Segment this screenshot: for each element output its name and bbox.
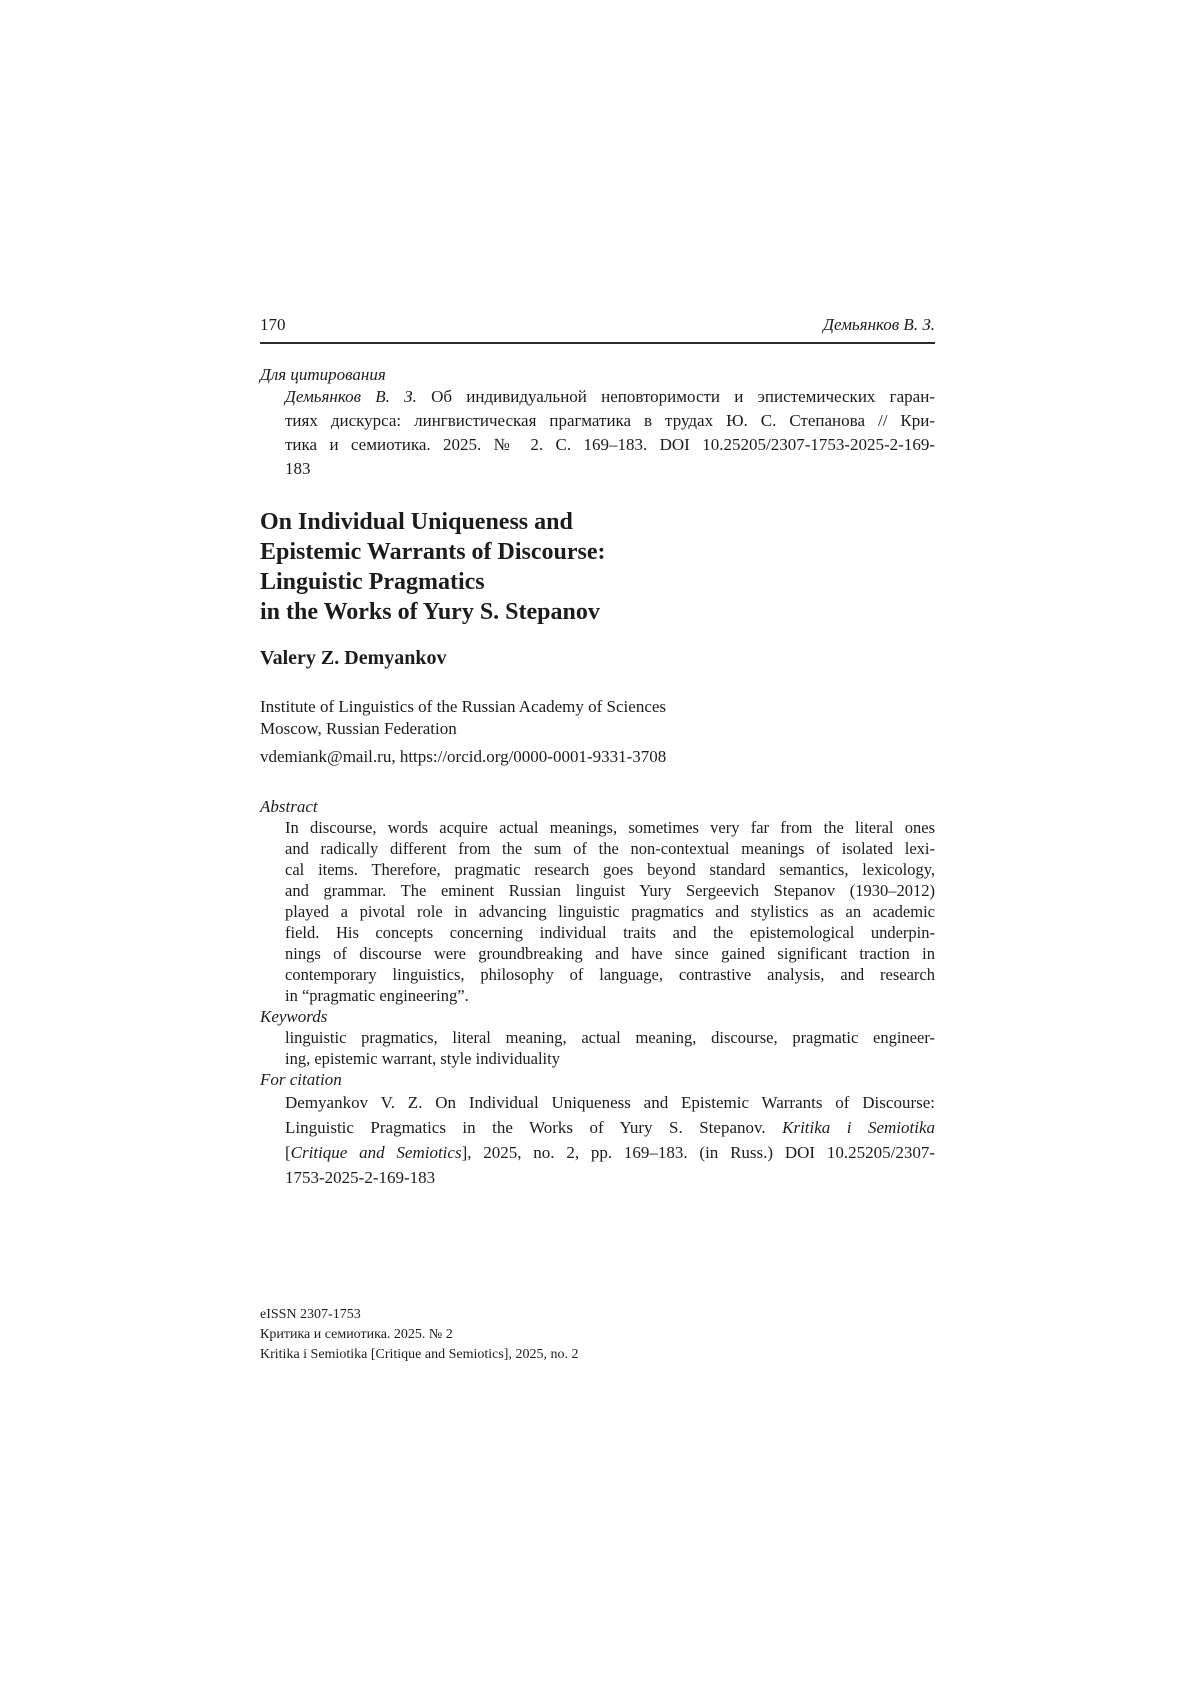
text-line: field. His concepts concerning individual traits and the epistemological underpin- xyxy=(285,923,935,942)
citation-en-label: For citation xyxy=(260,1070,342,1089)
text-line: Epistemic Warrants of Discourse: xyxy=(260,539,606,565)
text-line: in the Works of Yury S. Stepanov xyxy=(260,599,600,625)
text-line: тика и семиотика. 2025. № 2. С. 169–183. DOI 10.25205/2307-1753-2025-2-169- xyxy=(285,435,935,454)
abstract-label: Abstract xyxy=(260,797,318,816)
text-line: Linguistic Pragmatics in the Works of Yury S. Stepanov. Kritika i Semiotika xyxy=(285,1118,935,1137)
abstract-paragraph xyxy=(285,817,935,1006)
author-affiliation xyxy=(260,696,935,740)
page-number: 170 xyxy=(260,315,286,334)
text-line: Linguistic Pragmatics xyxy=(260,569,485,595)
page-content xyxy=(260,316,935,1365)
author-contact: vdemiank@mail.ru, https://orcid.org/0000-0001-9331-3708 xyxy=(260,747,667,766)
author-name: Valery Z. Demyankov xyxy=(260,647,447,669)
text-line: 1753-2025-2-169-183 xyxy=(285,1168,436,1187)
journal-imprint xyxy=(260,1305,935,1365)
text-line: Критика и семиотика. 2025. № 2 xyxy=(260,1327,453,1342)
text-line: linguistic pragmatics, literal meaning, actual meaning, discourse, pragmatic engineer- xyxy=(285,1028,935,1047)
article-title xyxy=(260,507,935,627)
text-line: 183 xyxy=(285,459,311,478)
text-line: On Individual Uniqueness and xyxy=(260,509,573,535)
text-line: ing, epistemic warrant, style individuality xyxy=(285,1049,560,1068)
running-header xyxy=(260,316,935,344)
text-line: in “pragmatic engineering”. xyxy=(285,986,469,1005)
text-line: played a pivotal role in advancing linguistic pragmatics and stylistics as an academic xyxy=(285,902,935,921)
citation-ru-paragraph xyxy=(285,385,935,481)
text-line: cal items. Therefore, pragmatic research goes beyond standard semantics, lexicology, xyxy=(285,860,935,879)
citation-en-paragraph xyxy=(285,1090,935,1190)
keywords-paragraph xyxy=(285,1027,935,1069)
text-line: Демьянков В. З. Об индивидуальной неповторимости и эпистемических гаран- xyxy=(285,387,935,406)
text-line: [Critique and Semiotics], 2025, no. 2, pp. 169–183. (in Russ.) DOI 10.25205/2307- xyxy=(285,1143,935,1162)
text-line: In discourse, words acquire actual meanings, sometimes very far from the literal ones xyxy=(285,818,935,837)
running-head-author: Демьянков В. З. xyxy=(823,315,935,334)
text-line: eISSN 2307-1753 xyxy=(260,1307,361,1322)
text-line: and radically different from the sum of the non-contextual meanings of isolated lexi- xyxy=(285,839,935,858)
keywords-label: Keywords xyxy=(260,1007,328,1026)
text-line: Institute of Linguistics of the Russian Academy of Sciences xyxy=(260,697,667,716)
text-line: Moscow, Russian Federation xyxy=(260,719,457,738)
text-line: contemporary linguistics, philosophy of language, contrastive analysis, and research xyxy=(285,965,935,984)
text-line: Kritika i Semiotika [Critique and Semiotics], 2025, no. 2 xyxy=(260,1347,579,1362)
citation-ru-label: Для цитирования xyxy=(260,365,386,384)
text-line: nings of discourse were groundbreaking and have since gained significant traction in xyxy=(285,944,935,963)
text-line: and grammar. The eminent Russian linguist Yury Sergeevich Stepanov (1930–2012) xyxy=(285,881,935,900)
text-line: тиях дискурса: лингвистическая прагматика в трудах Ю. С. Степанова // Кри- xyxy=(285,411,935,430)
text-line: Demyankov V. Z. On Individual Uniqueness and Epistemic Warrants of Discourse: xyxy=(285,1093,935,1112)
